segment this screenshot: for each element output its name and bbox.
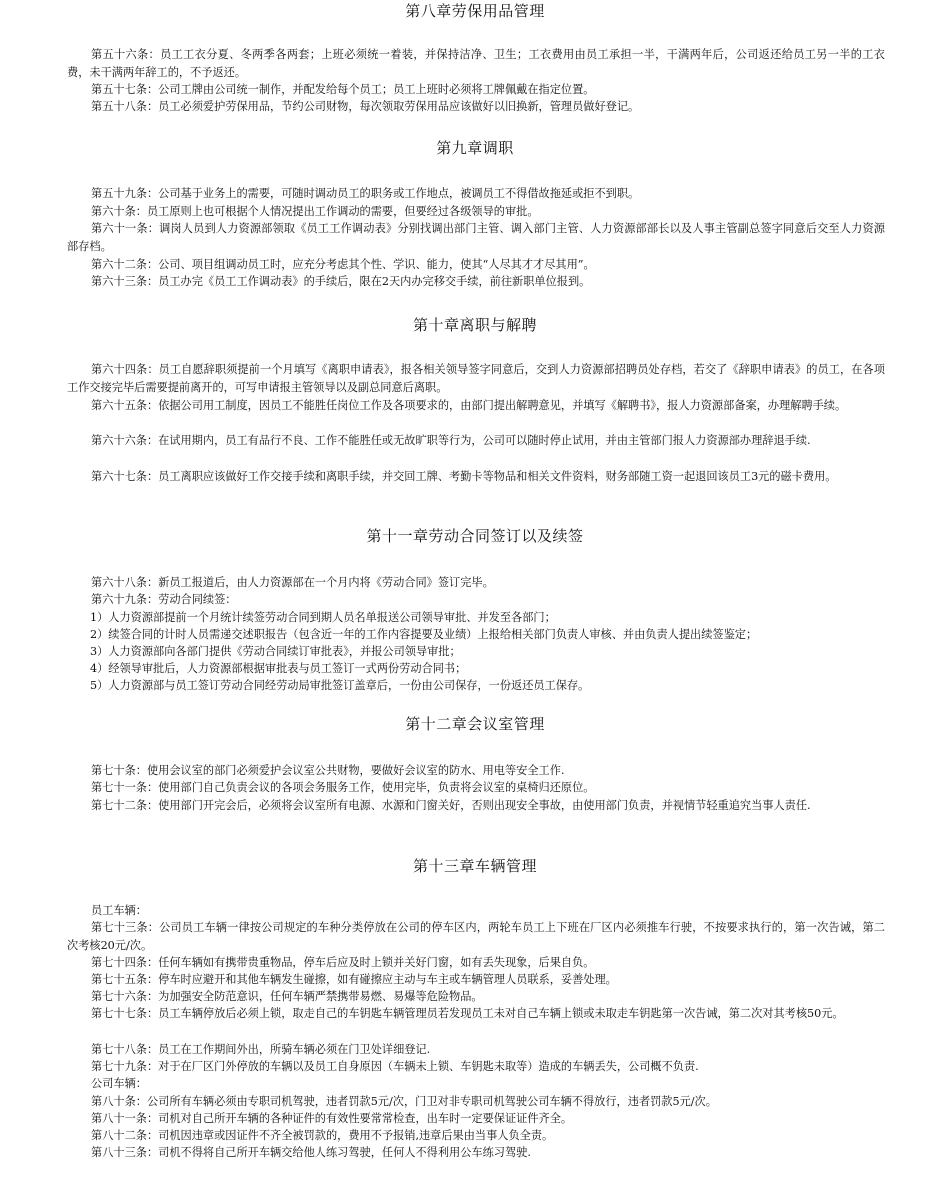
article-70: 第七十条：使用会议室的部门必须爱护会议室公共财物，要做好会议室的防水、用电等安全工作. [91,764,565,777]
company-vehicles-heading: 公司车辆： [91,1077,147,1090]
article-58: 第五十八条：员工必须爱护劳保用品，节约公司财物，每次领取劳保用品应该做好以旧换新，管理员做好登记。 [91,100,640,113]
article-77: 第七十七条：员工车辆停放后必须上锁，取走自己的车钥匙车辆管理员若发现员工未对自己车辆上锁或未取走车钥匙第一次告诫，第二次对其考核50元。 [91,1007,844,1020]
article-72: 第七十二条：使用部门开完会后，必须将会议室所有电源、水源和门窗关好，否则出现安全事故，由使用部门负责，并视情节轻重追究当事人责任. [91,799,811,812]
article-82: 第八十二条：司机因违章或因证件不齐全被罚款的，费用不予报销,违章后果由当事人负全责。 [91,1129,554,1142]
article-61: 第六十一条：调岗人员到人力资源部领取《员工工作调动表》分别找调出部门主管、调入部门主管、人力资源部部长以及人事主管副总签字同意后交至人力资源部存档。 [67,222,885,253]
chapter-9-title: 第九章调职 [436,139,514,157]
article-60: 第六十条：员工原则上也可根据个人情况提出工作调动的需要，但要经过各级领导的审批。 [91,205,539,218]
article-81: 第八十一条：司机对自己所开车辆的各种证件的有效性要常常检查，出车时一定要保证证件齐全。 [91,1112,573,1125]
chapter-8-title: 第八章劳保用品管理 [405,2,545,20]
chapter-11-title: 第十一章劳动合同签订以及续签 [366,527,584,545]
article-80: 第八十条：公司所有车辆必须由专职司机驾驶，违者罚款5元/次，门卫对非专职司机驾驶公司车辆不得放行，违者罚款5元/次。 [91,1095,717,1108]
article-73: 第七十三条：公司员工车辆一律按公司规定的车种分类停放在公司的停车区内，两轮车员工上下班在厂区内必须推车行驶，不按要求执行的，第一次告诫，第二次考核20元/次。 [67,921,885,952]
article-76: 第七十六条：为加强安全防范意识，任何车辆严禁携带易燃、易爆等危险物品。 [91,990,483,1003]
article-83: 第八十三条：司机不得将自己所开车辆交给他人练习驾驶，任何人不得利用公车练习驾驶. [91,1146,531,1159]
article-68: 第六十八条：新员工报道后，由人力资源部在一个月内将《劳动合同》签订完毕。 [91,576,494,589]
chapter-13-title: 第十三章车辆管理 [412,857,537,875]
employee-vehicles-heading: 员工车辆： [91,904,147,917]
list-item-5: 5）人力资源部与员工签订劳动合同经劳动局审批签订盖章后，一份由公司保存，一份返还员工保存。 [90,679,590,692]
article-62: 第六十二条：公司、项目组调动员工时，应充分考虑其个性、学识、能力，使其“人尽其才才尽其用”。 [91,258,595,271]
article-56: 第五十六条：员工工衣分夏、冬两季各两套；上班必须统一着装，并保持洁净、卫生；工衣费用由员工承担一半，干满两年后，公司返还给员工另一半的工衣费，未干满两年辞工的，不予返还。 [67,48,885,79]
list-item-2: 2）续签合同的计时人员需递交述职报告（包含近一年的工作内容提要及业绩）上报给相关部门负责人审核、并由负责人提出续签鉴定； [90,628,758,641]
article-67: 第六十七条：员工离职应该做好工作交接手续和离职手续，并交回工牌、考勤卡等物品和相关文件资料，财务部随工资一起退回该员工3元的磁卡费用。 [91,470,837,483]
article-71: 第七十一条：使用部门自己负责会议的各项会务服务工作，使用完毕，负责将会议室的桌椅归还原位。 [91,781,595,794]
article-59: 第五十九条：公司基于业务上的需要，可随时调动员工的职务或工作地点，被调员工不得借故拖延或拒不到职。 [91,187,640,200]
article-57: 第五十七条：公司工牌由公司统一制作，并配发给每个员工；员工上班时必须将工牌佩戴在指定位置。 [91,83,595,96]
article-74: 第七十四条：任何车辆如有携带贵重物品，停车后应及时上锁并关好门窗，如有丢失现象，后果自负。 [91,956,595,969]
chapter-10-title: 第十章离职与解聘 [412,316,537,334]
list-item-4: 4）经领导审批后，人力资源部根据审批表与员工签订一式两份劳动合同书； [90,662,467,675]
article-69: 第六十九条：劳动合同续签： [91,593,237,606]
article-79: 第七十九条：对于在厂区门外停放的车辆以及员工自身原因（车辆未上锁、车钥匙未取等）造成的车辆丢失，公司概不负责. [91,1060,699,1073]
article-63: 第六十三条：员工办完《员工工作调动表》的手续后，限在2天内办完移交手续，前往新职单位报到。 [91,275,591,288]
article-75: 第七十五条：停车时应避开和其他车辆发生碰擦，如有碰擦应主动与车主或车辆管理人员联系，妥善处理。 [91,973,617,986]
article-66: 第六十六条：在试用期内，员工有品行不良、工作不能胜任或无故旷职等行为，公司可以随时停止试用，并由主管部门报人力资源部办理辞退手续. [91,434,811,447]
article-64: 第六十四条：员工自愿辞职须提前一个月填写《离职申请表》，报各相关领导签字同意后，交到人力资源部招聘员处存档，若交了《辞职申请表》的员工，在各项工作交接完毕后需要提前离开的，可写申请报主管领导以及副总同意后离职。 [67,363,885,394]
list-item-1: 1）人力资源部提前一个月统计续签劳动合同到期人员名单报送公司领导审批、并发至各部门； [90,611,556,624]
article-78: 第七十八条：员工在工作期间外出，所骑车辆必须在门卫处详细登记. [91,1043,431,1056]
article-65: 第六十五条：依据公司用工制度，因员工不能胜任岗位工作及各项要求的，由部门提出解聘意见，并填写《解聘书》，报人力资源部备案，办理解聘手续。 [91,399,847,412]
list-item-3: 3）人力资源部向各部门提供《劳动合同续订审批表》，并报公司领导审批； [90,645,461,658]
chapter-12-title: 第十二章会议室管理 [405,715,545,733]
